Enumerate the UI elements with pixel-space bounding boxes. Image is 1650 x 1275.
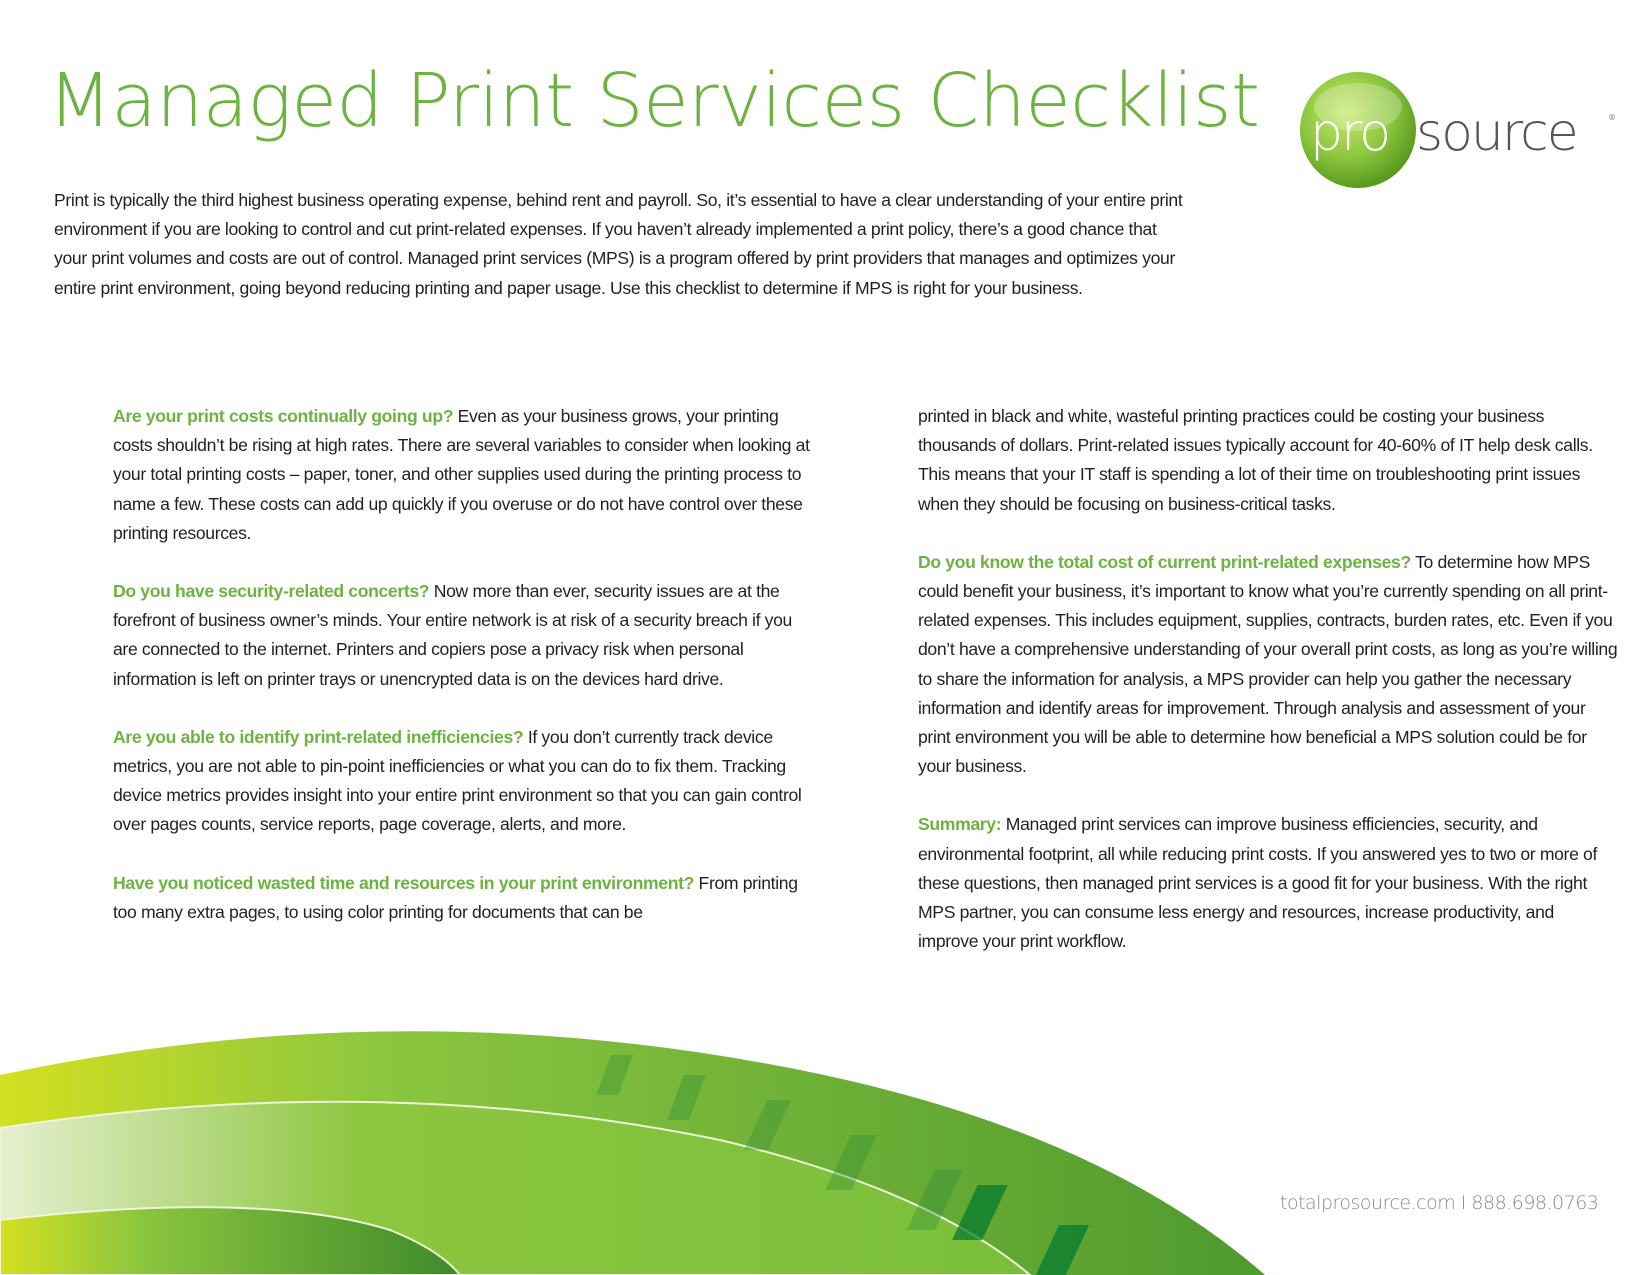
decorative-green-swoosh — [0, 1030, 1650, 1275]
summary-body: Managed print services can improve business efficiencies, security, and environmental footprint, all while reducing print costs. If you answered yes to two or more of these questions, then managed print services is a good fit for your business. With the right MPS partner, you can consume less energy and resources, increase productivity, and improve your print workflow. — [918, 814, 1598, 952]
checklist-item — [113, 723, 813, 840]
checklist-body: Now more than ever, security issues are at the forefront of business owner’s minds. Your entire network is at risk of a security breach if you are connected to the internet. Printers and copiers pose a privacy risk when personal information is left on printer trays or unencrypted data is on the devices hard drive. — [113, 581, 792, 689]
intro-paragraph: Print is typically the third highest business operating expense, behind rent and payroll. So, it’s essential to have a clear understanding of your entire print environment if you are looking to control and cut print-related expenses. If you haven’t already implemented a print policy, there’s a good chance that your print volumes and costs are out of control. Managed print services (MPS) is a program offered by print providers that manages and optimizes your entire print environment, going beyond reducing printing and paper usage. Use this checklist to determine if MPS is right for your business. — [54, 190, 1183, 298]
page-title: Managed Print Services Checklist — [48, 58, 1260, 144]
checklist-body: If you don’t currently track device metrics, you are not able to pin-point inefficiencies or what you can do to fix them. Tracking device metrics provides insight into your entire print environment so that you can gain control over pages counts, service reports, page coverage, alerts, and more. — [113, 726, 802, 835]
checklist-item — [113, 869, 813, 927]
footer-contact: totalprosource.com I 888.698.0763 — [1280, 1192, 1599, 1214]
summary-label: Summary: — [918, 814, 1002, 835]
logo-source-text: source — [1416, 103, 1577, 163]
checklist-item — [113, 577, 813, 694]
prosource-logo — [1300, 72, 1620, 192]
checklist-body: To determine how MPS could benefit your business, it’s important to know what you’re currently spending on all print-related expenses. This includes equipment, supplies, contracts, burden rates, etc. Even if you don’t have a comprehensive understanding of your overall print costs, as long as you’re willing to share the information for analysis, a MPS provider can help you gather the necessary information and identify areas for improvement. Through analysis and assessment of your print environment you will be able to determine how beneficial a MPS solution could be for your business. — [918, 551, 1618, 777]
checklist-question: Are you able to identify print-related inefficiencies? — [113, 726, 524, 747]
logo-pro-text: pro — [1310, 103, 1390, 163]
checklist-body: From printing too many extra pages, to using color printing for documents that can be — [113, 872, 798, 922]
checklist-item — [113, 402, 813, 548]
checklist-body: Even as your business grows, your printing costs shouldn’t be rising at high rates. There are several variables to consider when looking at your total printing costs – paper, toner, and other supplies used during the printing process to name a few. These costs can add up quickly if you overuse or do not have control over these printing resources. — [113, 406, 810, 543]
summary — [918, 810, 1618, 956]
checklist-question: Have you noticed wasted time and resources in your print environment? — [113, 872, 695, 893]
checklist-continuation: printed in black and white, wasteful printing practices could be costing your business thousands of dollars. Print-related issues typically account for 40-60% of IT help desk calls. This means that your IT staff is spending a lot of their time on troubleshooting print issues when they should be focusing on business-critical tasks. — [918, 406, 1593, 514]
registered-mark: ® — [1608, 113, 1616, 122]
checklist-question: Do you have security-related concerts? — [113, 581, 430, 602]
checklist-item — [918, 548, 1618, 782]
right-column — [918, 402, 1618, 985]
checklist-question: Do you know the total cost of current print-related expenses? — [918, 551, 1411, 572]
left-column — [113, 402, 813, 956]
checklist-question: Are your print costs continually going up? — [113, 406, 454, 426]
